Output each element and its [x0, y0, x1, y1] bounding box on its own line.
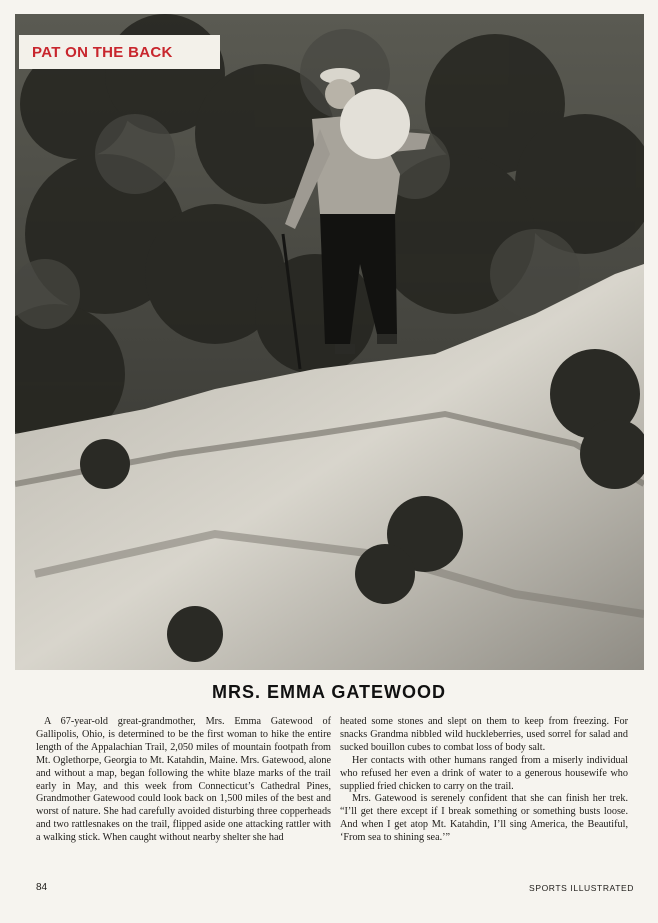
article-column-left — [36, 716, 331, 845]
magazine-name: SPORTS ILLUSTRATED — [529, 883, 634, 893]
article-headline: MRS. EMMA GATEWOOD — [212, 682, 446, 702]
article-paragraph: A 67-year-old great-grandmother, Mrs. Emma Gatewood of Gallipolis, Ohio, is determined to be the first woman to hike the entire length of the Appalachian Trail, 2,050 miles of mountain footpath from Mt. Oglethorpe, Georgia to Mt. Katahdin, Maine. Mrs. Gatewood, alone and without a map, began following the white blaze marks of the trail early in May, and this week from Connecticut’s Cathedral Pines, Grandmother Gatewood could look back on 1,500 miles of the best and worst of nature. She had carefully avoided disturbing three copperheads and two rattlesnakes on the trail, flipped aside one attacking rattler with a walking stick. When caught without nearby shelter she had — [36, 716, 331, 844]
section-badge — [19, 35, 220, 69]
article-paragraph: Mrs. Gatewood is serenely confident that she can finish her trek. “I’ll get there except if I break something or something busts loose. And when I get atop Mt. Katahdin, I’ll sing America, the Beautiful, ‘From sea to shining sea.’” — [340, 793, 628, 844]
article-paragraph: heated some stones and slept on them to keep from freezing. For snacks Grandma nibbled wild huckleberries, used sorrel for salad and sucked bouillon cubes to combat loss of body salt. — [340, 716, 628, 753]
section-badge-label: PAT ON THE BACK — [32, 43, 173, 61]
hiker-photo — [15, 14, 644, 670]
article-paragraph: Her contacts with other humans ranged from a miserly individual who refused her even a drink of water to a generous housewife who supplied fried chicken to carry on the trail. — [340, 754, 628, 792]
article-column-right — [340, 716, 628, 845]
page-number: 84 — [36, 882, 48, 893]
hiker-photo-illustration — [15, 14, 644, 670]
